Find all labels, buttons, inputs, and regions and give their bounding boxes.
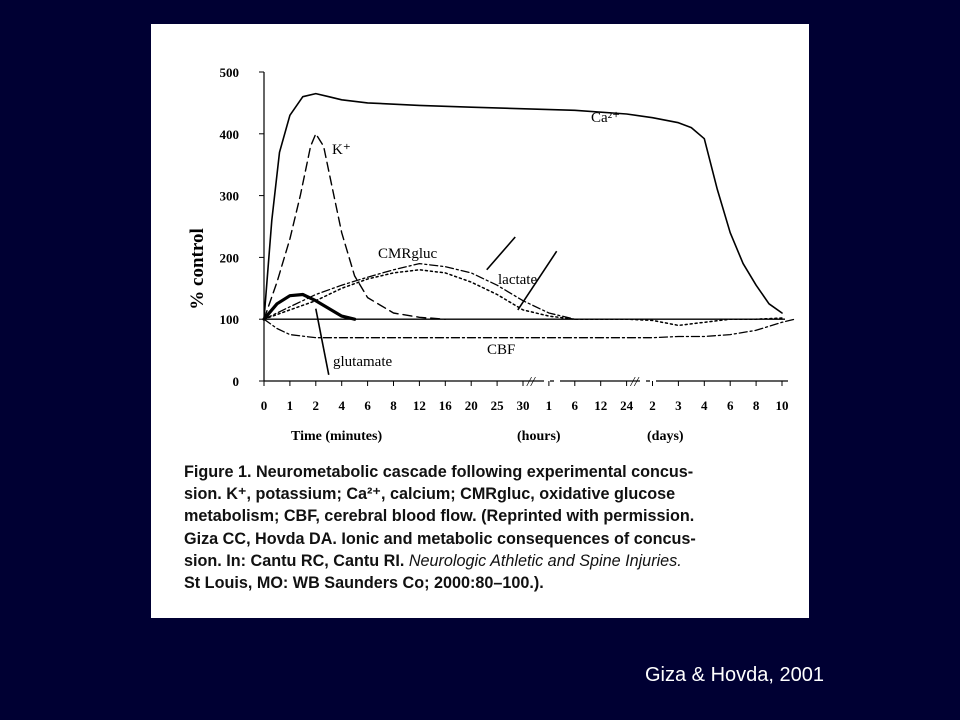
caption-line-6: St Louis, MO: WB Saunders Co; 2000:80–100.). — [184, 574, 544, 593]
x-tick-label: 2 — [312, 398, 320, 413]
x-unit-minutes: Time (minutes) — [291, 429, 383, 444]
series-label-ca: Ca²⁺ — [591, 110, 621, 126]
x-tick-label: 1 — [545, 398, 553, 413]
series-label-glutamate: glutamate — [333, 354, 393, 370]
caption-line-1: Figure 1. Neurometabolic cascade following experimental concus- — [184, 463, 694, 481]
figure-caption — [184, 461, 794, 594]
x-tick-label: 4 — [701, 398, 708, 413]
x-tick-label: 0 — [260, 398, 268, 413]
x-tick-label: 30 — [516, 398, 530, 413]
y-tick-label: 100 — [219, 312, 239, 328]
x-tick-label: 12 — [594, 398, 608, 413]
x-tick-label: 16 — [438, 398, 452, 413]
neurometabolic-chart — [151, 24, 809, 454]
x-tick-label: 12 — [412, 398, 426, 413]
axis-break-hours: // — [527, 375, 535, 390]
x-unit-hours: (hours) — [517, 429, 561, 444]
x-tick-label: 8 — [752, 398, 760, 413]
y-tick-label: 0 — [232, 374, 239, 389]
series-line-k — [264, 134, 445, 319]
x-tick-label: 10 — [775, 398, 789, 413]
y-tick-label: 500 — [219, 65, 239, 80]
x-tick-label: 2 — [649, 398, 656, 413]
x-tick-label: 25 — [490, 398, 504, 413]
series-label-lactate: lactate — [498, 272, 538, 288]
series-line-cbf — [264, 319, 795, 338]
y-tick-label: 200 — [219, 250, 239, 266]
caption-line-5 — [184, 550, 794, 572]
x-tick-label: 6 — [571, 398, 579, 413]
x-tick-label: 8 — [390, 398, 397, 413]
x-tick-label: 3 — [675, 398, 682, 413]
caption-line-4: Giza CC, Hovda DA. Ionic and metabolic consequences of concus- — [184, 529, 696, 548]
x-unit-days: (days) — [647, 429, 684, 444]
series-line-glutamate — [264, 295, 355, 320]
x-tick-label: 6 — [726, 398, 734, 413]
x-tick-label: 20 — [464, 398, 478, 413]
x-tick-label: 6 — [364, 398, 371, 413]
series-label-cmrgluc: CMRgluc — [378, 246, 438, 262]
caption-line-5-italic: Neurologic Athletic and Spine Injuries. — [408, 551, 682, 570]
citation-credit: Giza & Hovda, 2001 — [645, 664, 824, 686]
caption-line-5-start: sion. In: Cantu RC, Cantu RI. — [184, 551, 405, 570]
x-tick-label: 1 — [286, 398, 294, 413]
figure-panel — [151, 24, 809, 618]
axis-break-days: // — [630, 375, 639, 390]
y-axis-label: % control — [187, 228, 208, 310]
x-tick-label: 24 — [620, 398, 634, 413]
leader-cmrgluc — [487, 237, 515, 270]
y-tick-label: 400 — [219, 126, 239, 142]
y-tick-label: 300 — [219, 188, 239, 204]
x-tick-label: 4 — [338, 398, 345, 413]
series-label-cbf: CBF — [487, 342, 516, 358]
caption-line-2: sion. K⁺, potassium; Ca²⁺, calcium; CMRgluc, oxidative glucose — [184, 485, 676, 504]
series-label-k: K⁺ — [332, 142, 351, 158]
caption-line-3: metabolism; CBF, cerebral blood flow. (Reprinted with permission. — [184, 507, 695, 526]
